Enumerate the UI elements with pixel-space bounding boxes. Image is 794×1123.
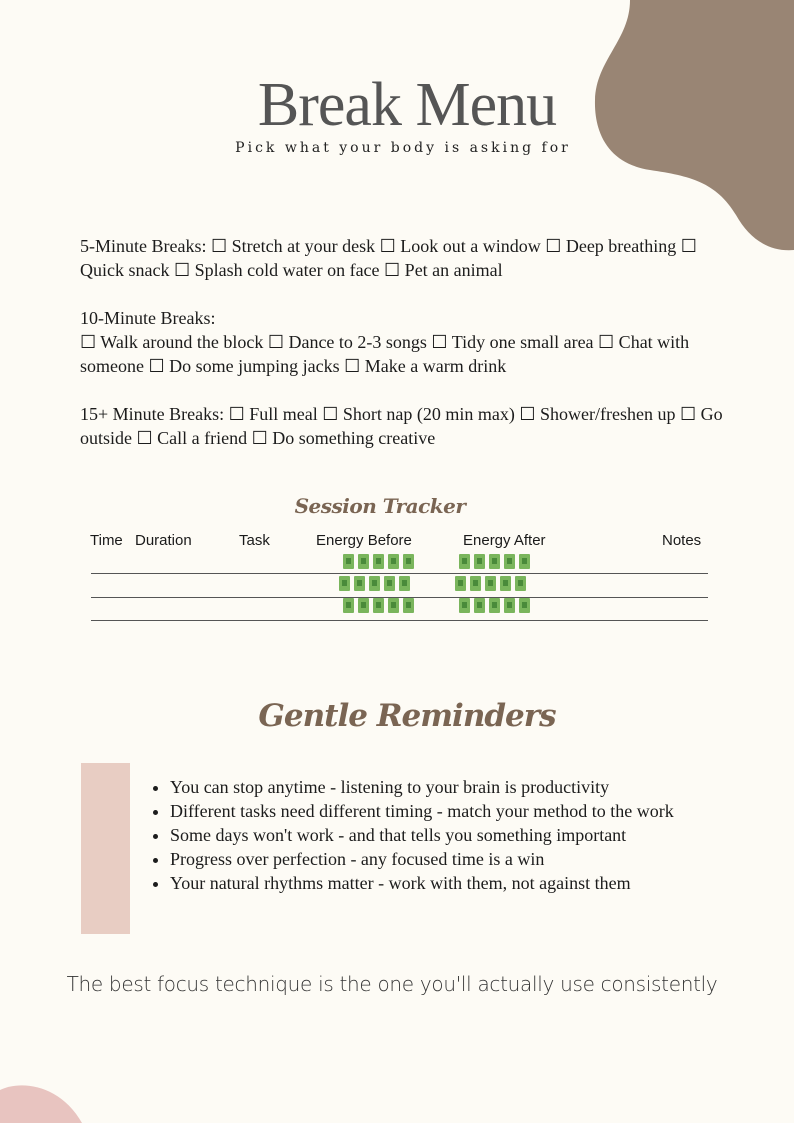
energy-after-row-3 (459, 598, 530, 613)
battery-icon (343, 598, 354, 613)
battery-icon (459, 554, 470, 569)
list-item: • Progress over perfection - any focused time is a win (170, 847, 730, 871)
break-block-5min: 5-Minute Breaks: ☐ Stretch at your desk ☐ Look out a window ☐ Deep breathing ☐ Quick snack ☐ Splash cold water on face ☐ Pet an animal (80, 236, 697, 280)
battery-icon (354, 576, 365, 591)
battery-icon (358, 598, 369, 613)
header-notes: Notes (662, 532, 702, 549)
battery-icon (519, 598, 530, 613)
header-time: Time (90, 532, 123, 549)
page-subtitle: Pick what your body is asking for (235, 140, 571, 156)
battery-icon (369, 576, 380, 591)
battery-icon (504, 554, 515, 569)
energy-after-row-1 (459, 554, 530, 569)
energy-before-row-1 (343, 554, 414, 569)
reminders-list (150, 775, 730, 895)
battery-icon (470, 576, 481, 591)
battery-icon (485, 576, 496, 591)
break-block-10min: 10-Minute Breaks: ☐ Walk around the block ☐ Dance to 2-3 songs ☐ Tidy one small area ☐ Chat with someone ☐ Do some jumping jacks ☐ Make a warm drink (80, 308, 690, 376)
table-row-divider (91, 620, 708, 621)
header-energy-before: Energy Before (316, 532, 412, 549)
closing-quote: The best focus technique is the one you'll actually use consistently (66, 972, 718, 996)
list-item: • Your natural rhythms matter - work with them, not against them (170, 871, 730, 895)
header-energy-after: Energy After (463, 532, 546, 549)
battery-icon (403, 554, 414, 569)
battery-icon (474, 554, 485, 569)
battery-icon (455, 576, 466, 591)
tracker-title: Session Tracker (294, 494, 466, 518)
reminders-accent-bar (81, 763, 130, 934)
battery-icon (373, 598, 384, 613)
reminders-title: Gentle Reminders (258, 698, 556, 734)
battery-icon (504, 598, 515, 613)
list-item: • Some days won't work - and that tells you something important (170, 823, 730, 847)
battery-icon (403, 598, 414, 613)
battery-icon (515, 576, 526, 591)
battery-icon (399, 576, 410, 591)
header-duration: Duration (135, 532, 192, 549)
battery-icon (358, 554, 369, 569)
list-item: • Different tasks need different timing - match your method to the work (170, 799, 730, 823)
session-tracker-table (0, 528, 794, 628)
battery-icon (489, 554, 500, 569)
battery-icon (339, 576, 350, 591)
battery-icon (474, 598, 485, 613)
battery-icon (343, 554, 354, 569)
energy-before-row-3 (343, 598, 414, 613)
page-title: Break Menu (257, 71, 557, 139)
break-options (80, 234, 730, 474)
battery-icon (388, 554, 399, 569)
decorative-blob-bottom (0, 1080, 84, 1123)
battery-icon (459, 598, 470, 613)
battery-icon (388, 598, 399, 613)
battery-icon (489, 598, 500, 613)
battery-icon (373, 554, 384, 569)
battery-icon (500, 576, 511, 591)
battery-icon (384, 576, 395, 591)
energy-after-row-2 (455, 576, 526, 591)
list-item: • You can stop anytime - listening to your brain is productivity (170, 775, 730, 799)
break-block-15min: 15+ Minute Breaks: ☐ Full meal ☐ Short nap (20 min max) ☐ Shower/freshen up ☐ Go outside ☐ Call a friend ☐ Do something creative (80, 404, 723, 448)
battery-icon (519, 554, 530, 569)
table-row-divider (91, 573, 708, 574)
energy-before-row-2 (339, 576, 410, 591)
header-task: Task (239, 532, 270, 549)
